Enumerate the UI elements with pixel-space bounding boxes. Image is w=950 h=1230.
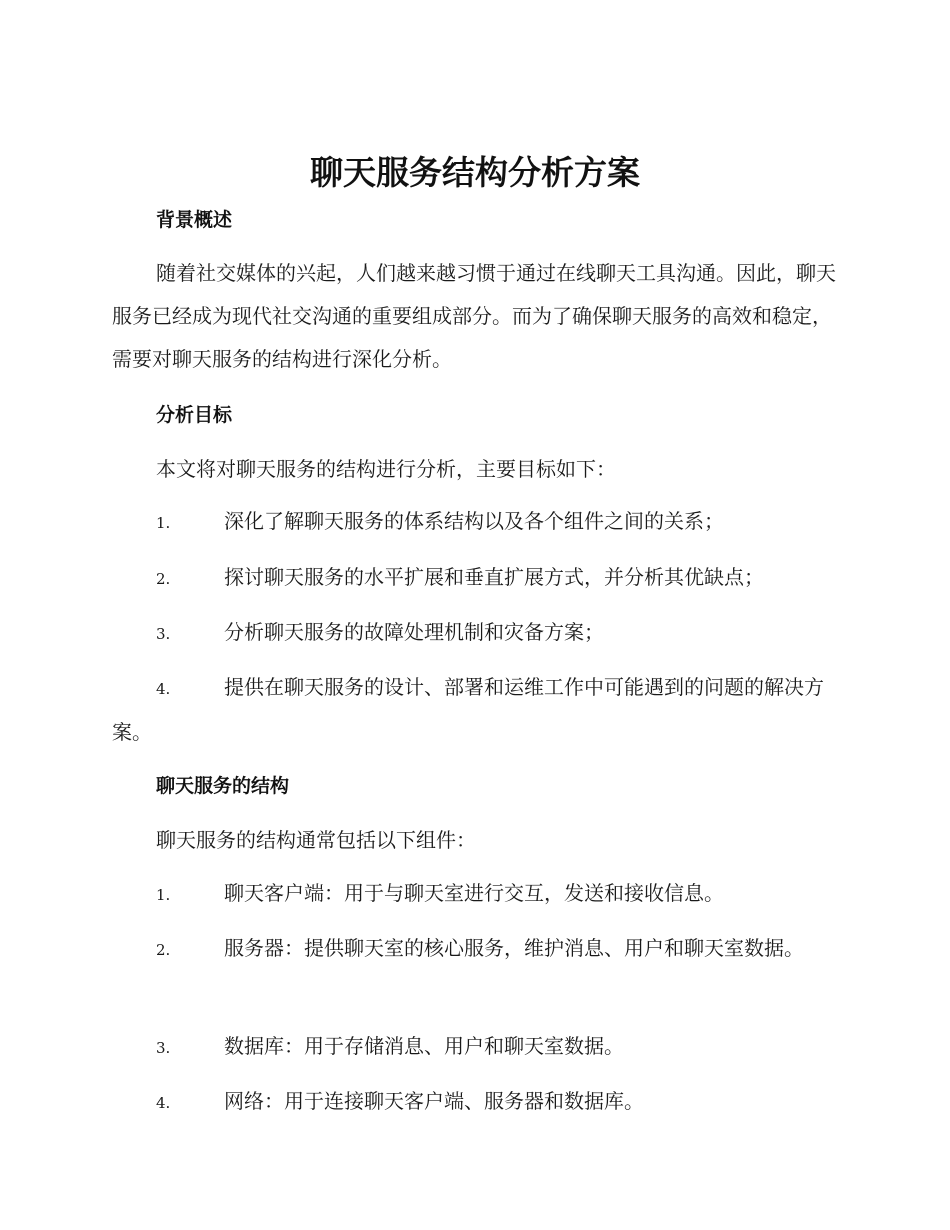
structure-item-1	[112, 872, 836, 917]
list-number: 4.	[156, 680, 171, 698]
list-item-text: 数据库：用于存储消息、用户和聊天室数据。	[224, 1034, 624, 1058]
list-item-text: 提供在聊天服务的设计、部署和运维工作中可能遇到的问题的解决方案。	[112, 675, 824, 744]
heading-structure: 聊天服务的结构	[156, 775, 290, 797]
list-number: 2.	[156, 570, 171, 588]
goal-item-3	[112, 611, 836, 656]
heading-background: 背景概述	[156, 209, 233, 231]
structure-intro: 聊天服务的结构通常包括以下组件：	[156, 828, 476, 852]
goal-item-2	[112, 556, 836, 601]
structure-item-3	[112, 1025, 836, 1070]
structure-item-4	[112, 1080, 836, 1125]
list-item-text: 分析聊天服务的故障处理机制和灾备方案；	[224, 620, 604, 644]
goal-item-4	[112, 666, 836, 754]
list-number: 2.	[156, 941, 171, 959]
list-number: 1.	[156, 886, 171, 904]
list-number: 3.	[156, 1039, 171, 1057]
goal-item-1	[112, 500, 836, 545]
list-number: 4.	[156, 1094, 171, 1112]
heading-goals: 分析目标	[156, 404, 233, 426]
list-item-text: 服务器：提供聊天室的核心服务，维护消息、用户和聊天室数据。	[224, 936, 804, 960]
list-number: 1.	[156, 514, 171, 532]
document-title: 聊天服务结构分析方案	[310, 153, 640, 192]
structure-item-2	[112, 927, 836, 972]
list-item-text: 聊天客户端：用于与聊天室进行交互，发送和接收信息。	[224, 881, 724, 905]
goals-intro: 本文将对聊天服务的结构进行分析，主要目标如下：	[156, 457, 616, 481]
list-item-text: 深化了解聊天服务的体系结构以及各个组件之间的关系；	[224, 509, 724, 533]
list-number: 3.	[156, 625, 171, 643]
paragraph-background: 随着社交媒体的兴起，人们越来越习惯于通过在线聊天工具沟通。因此，聊天服务已经成为现代社交沟通的重要组成部分。而为了确保聊天服务的高效和稳定，需要对聊天服务的结构进行深化分析。	[112, 261, 836, 371]
list-item-text: 探讨聊天服务的水平扩展和垂直扩展方式，并分析其优缺点；	[224, 565, 764, 589]
list-item-text: 网络：用于连接聊天客户端、服务器和数据库。	[224, 1089, 644, 1113]
